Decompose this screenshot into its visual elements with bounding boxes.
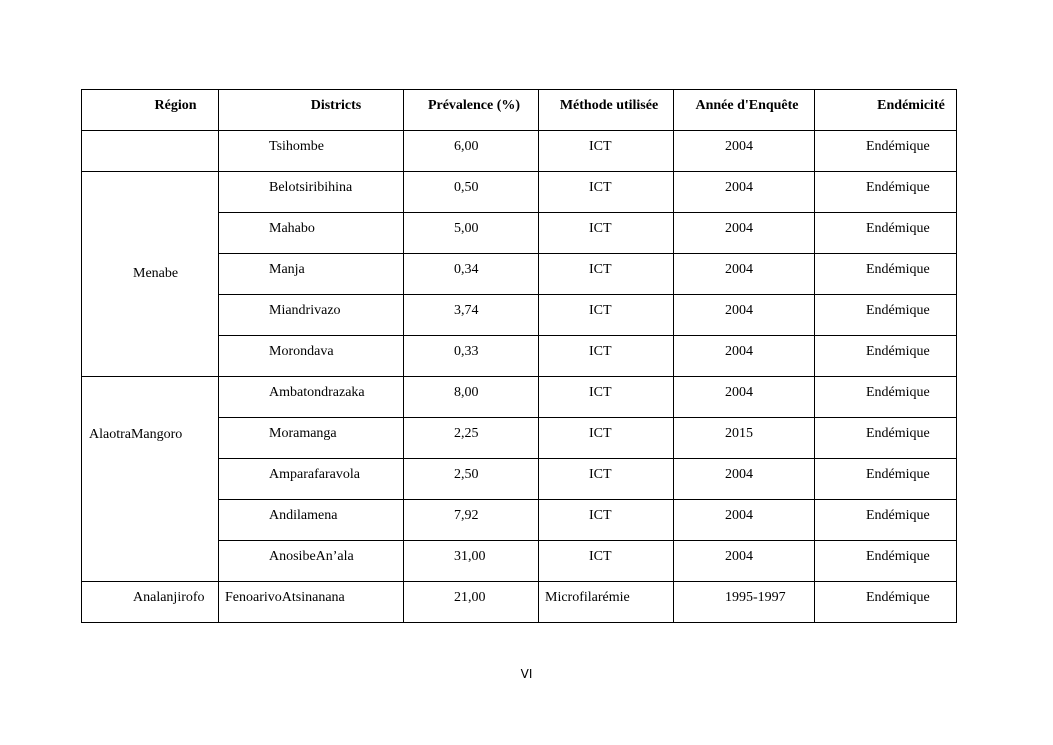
header-districts: Districts (219, 90, 404, 131)
endemicity-cell: Endémique (815, 295, 957, 336)
year-cell: 2004 (674, 500, 815, 541)
year-cell: 2004 (674, 541, 815, 582)
table-row (82, 582, 957, 623)
endemicity-cell: Endémique (815, 377, 957, 418)
district-cell: Morondava (219, 336, 404, 377)
endemicity-cell: Endémique (815, 131, 957, 172)
method-cell: ICT (539, 295, 674, 336)
method-cell: ICT (539, 336, 674, 377)
district-cell: Amparafaravola (219, 459, 404, 500)
endemicity-cell: Endémique (815, 459, 957, 500)
year-cell: 2004 (674, 254, 815, 295)
method-cell: ICT (539, 377, 674, 418)
district-cell: Miandrivazo (219, 295, 404, 336)
method-cell: ICT (539, 459, 674, 500)
endemicity-cell: Endémique (815, 254, 957, 295)
endemicity-cell: Endémique (815, 418, 957, 459)
header-year: Année d'Enquête (674, 90, 815, 131)
prevalence-cell: 2,25 (404, 418, 539, 459)
year-cell: 1995-1997 (674, 582, 815, 623)
year-cell: 2004 (674, 131, 815, 172)
prevalence-cell: 21,00 (404, 582, 539, 623)
header-method: Méthode utilisée (539, 90, 674, 131)
prevalence-cell: 3,74 (404, 295, 539, 336)
year-cell: 2015 (674, 418, 815, 459)
district-cell: AnosibeAn’ala (219, 541, 404, 582)
method-cell: Microfilarémie (539, 582, 674, 623)
prevalence-cell: 7,92 (404, 500, 539, 541)
prevalence-cell: 6,00 (404, 131, 539, 172)
prevalence-cell: 0,34 (404, 254, 539, 295)
method-cell: ICT (539, 131, 674, 172)
endemicity-cell: Endémique (815, 172, 957, 213)
district-cell: Tsihombe (219, 131, 404, 172)
year-cell: 2004 (674, 336, 815, 377)
year-cell: 2004 (674, 459, 815, 500)
district-cell: Moramanga (219, 418, 404, 459)
header-prevalence: Prévalence (%) (404, 90, 539, 131)
endemicity-cell: Endémique (815, 336, 957, 377)
region-cell (82, 131, 219, 172)
year-cell: 2004 (674, 295, 815, 336)
prevalence-cell: 0,33 (404, 336, 539, 377)
header-endemicity: Endémicité (815, 90, 957, 131)
year-cell: 2004 (674, 377, 815, 418)
prevalence-table (81, 89, 957, 623)
district-cell: Belotsiribihina (219, 172, 404, 213)
endemicity-cell: Endémique (815, 582, 957, 623)
method-cell: ICT (539, 500, 674, 541)
region-cell: AlaotraMangoro (82, 377, 219, 582)
method-cell: ICT (539, 172, 674, 213)
endemicity-cell: Endémique (815, 500, 957, 541)
region-cell: Analanjirofo (82, 582, 219, 623)
prevalence-cell: 2,50 (404, 459, 539, 500)
district-cell: Manja (219, 254, 404, 295)
prevalence-cell: 31,00 (404, 541, 539, 582)
header-region: Région (82, 90, 219, 131)
table-row (82, 377, 957, 418)
district-cell: Ambatondrazaka (219, 377, 404, 418)
endemicity-cell: Endémique (815, 541, 957, 582)
page-number: VI (520, 667, 533, 681)
district-cell: FenoarivoAtsinanana (219, 582, 404, 623)
prevalence-cell: 0,50 (404, 172, 539, 213)
table-header-row (82, 90, 957, 131)
endemicity-cell: Endémique (815, 213, 957, 254)
prevalence-cell: 8,00 (404, 377, 539, 418)
method-cell: ICT (539, 213, 674, 254)
table-row (82, 131, 957, 172)
table-row (82, 172, 957, 213)
district-cell: Mahabo (219, 213, 404, 254)
prevalence-cell: 5,00 (404, 213, 539, 254)
method-cell: ICT (539, 254, 674, 295)
district-cell: Andilamena (219, 500, 404, 541)
region-cell: Menabe (82, 172, 219, 377)
year-cell: 2004 (674, 213, 815, 254)
method-cell: ICT (539, 418, 674, 459)
year-cell: 2004 (674, 172, 815, 213)
method-cell: ICT (539, 541, 674, 582)
